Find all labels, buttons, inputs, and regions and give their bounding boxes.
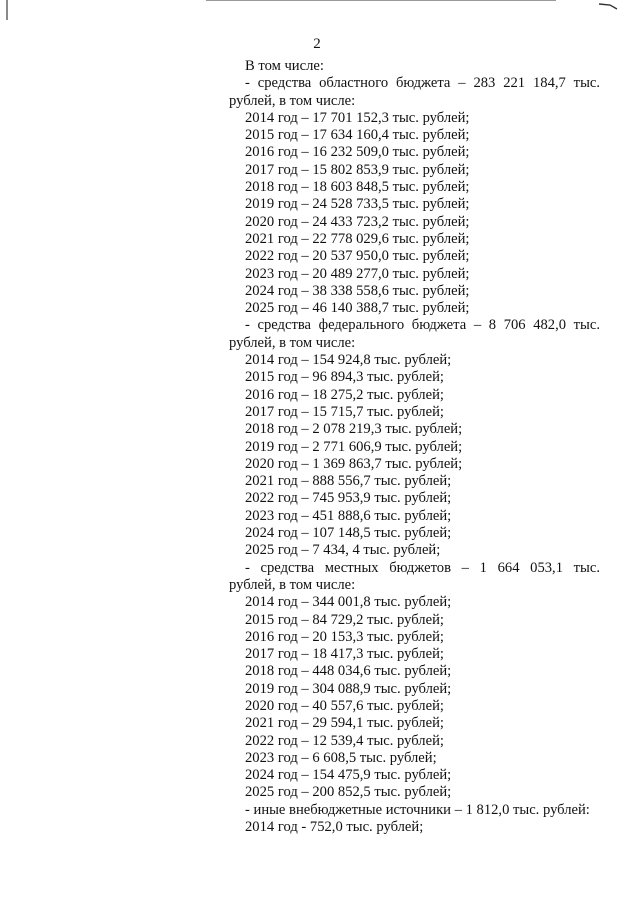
scan-top-edge xyxy=(206,0,556,1)
regional-year-line: 2018 год – 18 603 848,5 тыс. рублей; xyxy=(245,179,470,196)
document-body xyxy=(229,58,600,836)
page-number: 2 xyxy=(313,36,321,52)
regional-year-list xyxy=(229,110,600,318)
local-year-line: 2015 год – 84 729,2 тыс. рублей; xyxy=(245,611,444,628)
extrabudgetary-heading: - иные внебюджетные источники – 1 812,0 тыс. рублей: xyxy=(245,801,590,818)
extrabudgetary-section xyxy=(229,802,600,837)
regional-year-line: 2020 год – 24 433 723,2 тыс. рублей; xyxy=(245,213,470,230)
federal-year-line: 2021 год – 888 556,7 тыс. рублей; xyxy=(245,473,452,490)
federal-year-line: 2020 год – 1 369 863,7 тыс. рублей; xyxy=(245,455,463,472)
regional-year-line: 2024 год – 38 338 558,6 тыс. рублей; xyxy=(245,282,470,299)
regional-year-line: 2017 год – 15 802 853,9 тыс. рублей; xyxy=(245,161,470,178)
local-year-line: 2021 год – 29 594,1 тыс. рублей; xyxy=(245,715,444,732)
federal-year-line: 2024 год – 107 148,5 тыс. рублей; xyxy=(245,525,452,542)
local-year-line: 2022 год – 12 539,4 тыс. рублей; xyxy=(245,732,444,749)
local-year-list xyxy=(229,594,600,802)
regional-year-line: 2025 год – 46 140 388,7 тыс. рублей; xyxy=(245,300,470,317)
federal-year-line: 2022 год – 745 953,9 тыс. рублей; xyxy=(245,490,452,507)
federal-year-line: 2025 год – 7 434, 4 тыс. рублей; xyxy=(245,542,441,559)
regional-year-line: 2016 год – 16 232 509,0 тыс. рублей; xyxy=(245,144,470,161)
regional-heading-cont: рублей, в том числе: xyxy=(229,92,356,109)
regional-year-line: 2021 год – 22 778 029,6 тыс. рублей; xyxy=(245,230,470,247)
extrabudgetary-year-list xyxy=(229,819,600,836)
local-heading-cont: рублей, в том числе: xyxy=(229,576,356,593)
regional-year-line: 2022 год – 20 537 950,0 тыс. рублей; xyxy=(245,248,470,265)
federal-year-line: 2014 год – 154 924,8 тыс. рублей; xyxy=(245,352,452,369)
local-year-line: 2018 год – 448 034,6 тыс. рублей; xyxy=(245,663,452,680)
regional-year-line: 2015 год – 17 634 160,4 тыс. рублей; xyxy=(245,127,470,144)
regional-heading: - средства областного бюджета – 283 221 184,7 тыс. xyxy=(245,75,600,92)
local-budget-section xyxy=(229,560,600,802)
regional-year-line: 2014 год – 17 701 152,3 тыс. рублей; xyxy=(245,109,470,126)
local-year-line: 2017 год – 18 417,3 тыс. рублей; xyxy=(245,646,444,663)
federal-heading: - средства федерального бюджета – 8 706 482,0 тыс. xyxy=(245,317,600,334)
federal-year-line: 2018 год – 2 078 219,3 тыс. рублей; xyxy=(245,421,463,438)
federal-year-line: 2017 год – 15 715,7 тыс. рублей; xyxy=(245,403,444,420)
regional-year-line: 2023 год – 20 489 277,0 тыс. рублей; xyxy=(245,265,470,282)
extrabudgetary-year-line: 2014 год - 752,0 тыс. рублей; xyxy=(245,819,424,836)
federal-year-line: 2023 год – 451 888,6 тыс. рублей; xyxy=(245,507,452,524)
federal-heading-cont: рублей, в том числе: xyxy=(229,334,356,351)
federal-year-line: 2015 год – 96 894,3 тыс. рублей; xyxy=(245,369,444,386)
federal-year-line: 2019 год – 2 771 606,9 тыс. рублей; xyxy=(245,438,463,455)
federal-year-list xyxy=(229,352,600,560)
scan-corner-mark xyxy=(598,2,618,10)
regional-budget-section xyxy=(229,75,600,317)
regional-year-line: 2019 год – 24 528 733,5 тыс. рублей; xyxy=(245,196,470,213)
local-year-line: 2019 год – 304 088,9 тыс. рублей; xyxy=(245,680,452,697)
federal-budget-section xyxy=(229,317,600,559)
federal-year-line: 2016 год – 18 275,2 тыс. рублей; xyxy=(245,386,444,403)
local-year-line: 2024 год – 154 475,9 тыс. рублей; xyxy=(245,767,452,784)
intro-line: В том числе: xyxy=(245,58,324,74)
local-year-line: 2023 год – 6 608,5 тыс. рублей; xyxy=(245,749,437,766)
local-year-line: 2020 год – 40 557,6 тыс. рублей; xyxy=(245,697,444,714)
local-year-line: 2014 год – 344 001,8 тыс. рублей; xyxy=(245,594,452,611)
scan-left-mark xyxy=(6,0,8,20)
local-year-line: 2016 год – 20 153,3 тыс. рублей; xyxy=(245,628,444,645)
local-year-line: 2025 год – 200 852,5 тыс. рублей; xyxy=(245,784,452,801)
local-heading: - средства местных бюджетов – 1 664 053,1 тыс. xyxy=(245,559,600,576)
